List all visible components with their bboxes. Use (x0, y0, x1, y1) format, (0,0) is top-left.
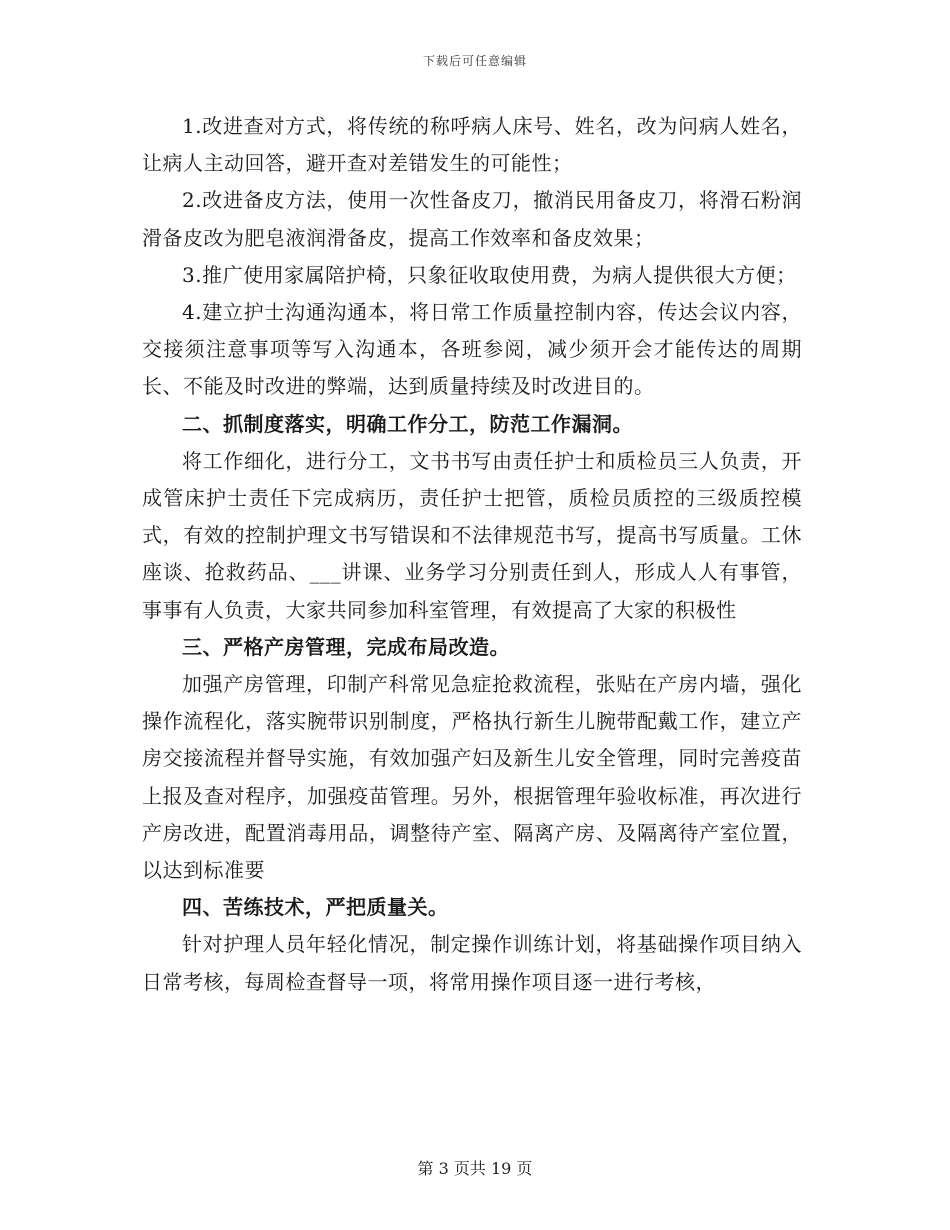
list-item-3: 3.推广使用家属陪护椅，只象征收取使用费，为病人提供很大方便； (182, 262, 797, 287)
page-header: 下载后可任意编辑 (422, 54, 527, 68)
section-heading-2: 二、抓制度落实，明确工作分工，防范工作漏洞。 (182, 411, 633, 436)
section-heading-4: 四、苦练技术，严把质量关。 (182, 895, 449, 920)
page-number-footer: 第 3 页共 19 页 (417, 1159, 533, 1178)
list-item-1: 1.改进查对方式，将传统的称呼病人床号、姓名，改为问病人姓名，让病人主动回答，避开查对差错发生的可能性； (142, 114, 802, 176)
document-body (142, 108, 802, 1001)
section-heading-3: 三、严格产房管理，完成布局改造。 (182, 634, 510, 659)
list-item-4: 4.建立护士沟通沟通本，将日常工作质量控制内容，传达会议内容，交接须注意事项等写入沟通本，各班参阅，减少须开会才能传达的周期长、不能及时改进的弊端，达到质量持续及时改进目的。 (142, 300, 802, 399)
section-2-body: 将工作细化，进行分工，文书书写由责任护士和质检员三人负责，开成管床护士责任下完成病历，责任护士把管，质检员质控的三级质控模式，有效的控制护理文书写错误和不法律规范书写，提高书写质量。工休座谈、抢救药品、___讲课、业务学习分别责任到人，形成人人有事管，事事有人负责，大家共同参加科室管理，有效提高了大家的积极性 (142, 448, 802, 622)
section-3-body: 加强产房管理，印制产科常见急症抢救流程，张贴在产房内墙，强化操作流程化，落实腕带识别制度，严格执行新生儿腕带配戴工作，建立产房交接流程并督导实施，有效加强产妇及新生儿安全管理，同时完善疫苗上报及查对程序，加强疫苗管理。另外，根据管理年验收标准，再次进行产房改进，配置消毒用品，调整待产室、隔离产房、及隔离待产室位置，以达到标准要 (142, 672, 802, 883)
list-item-2: 2.改进备皮方法，使用一次性备皮刀，撤消民用备皮刀，将滑石粉润滑备皮改为肥皂液润滑备皮，提高工作效率和备皮效果； (142, 188, 802, 250)
section-4-body: 针对护理人员年轻化情况，制定操作训练计划，将基础操作项目纳入日常考核，每周检查督导一项，将常用操作项目逐一进行考核， (142, 932, 802, 994)
